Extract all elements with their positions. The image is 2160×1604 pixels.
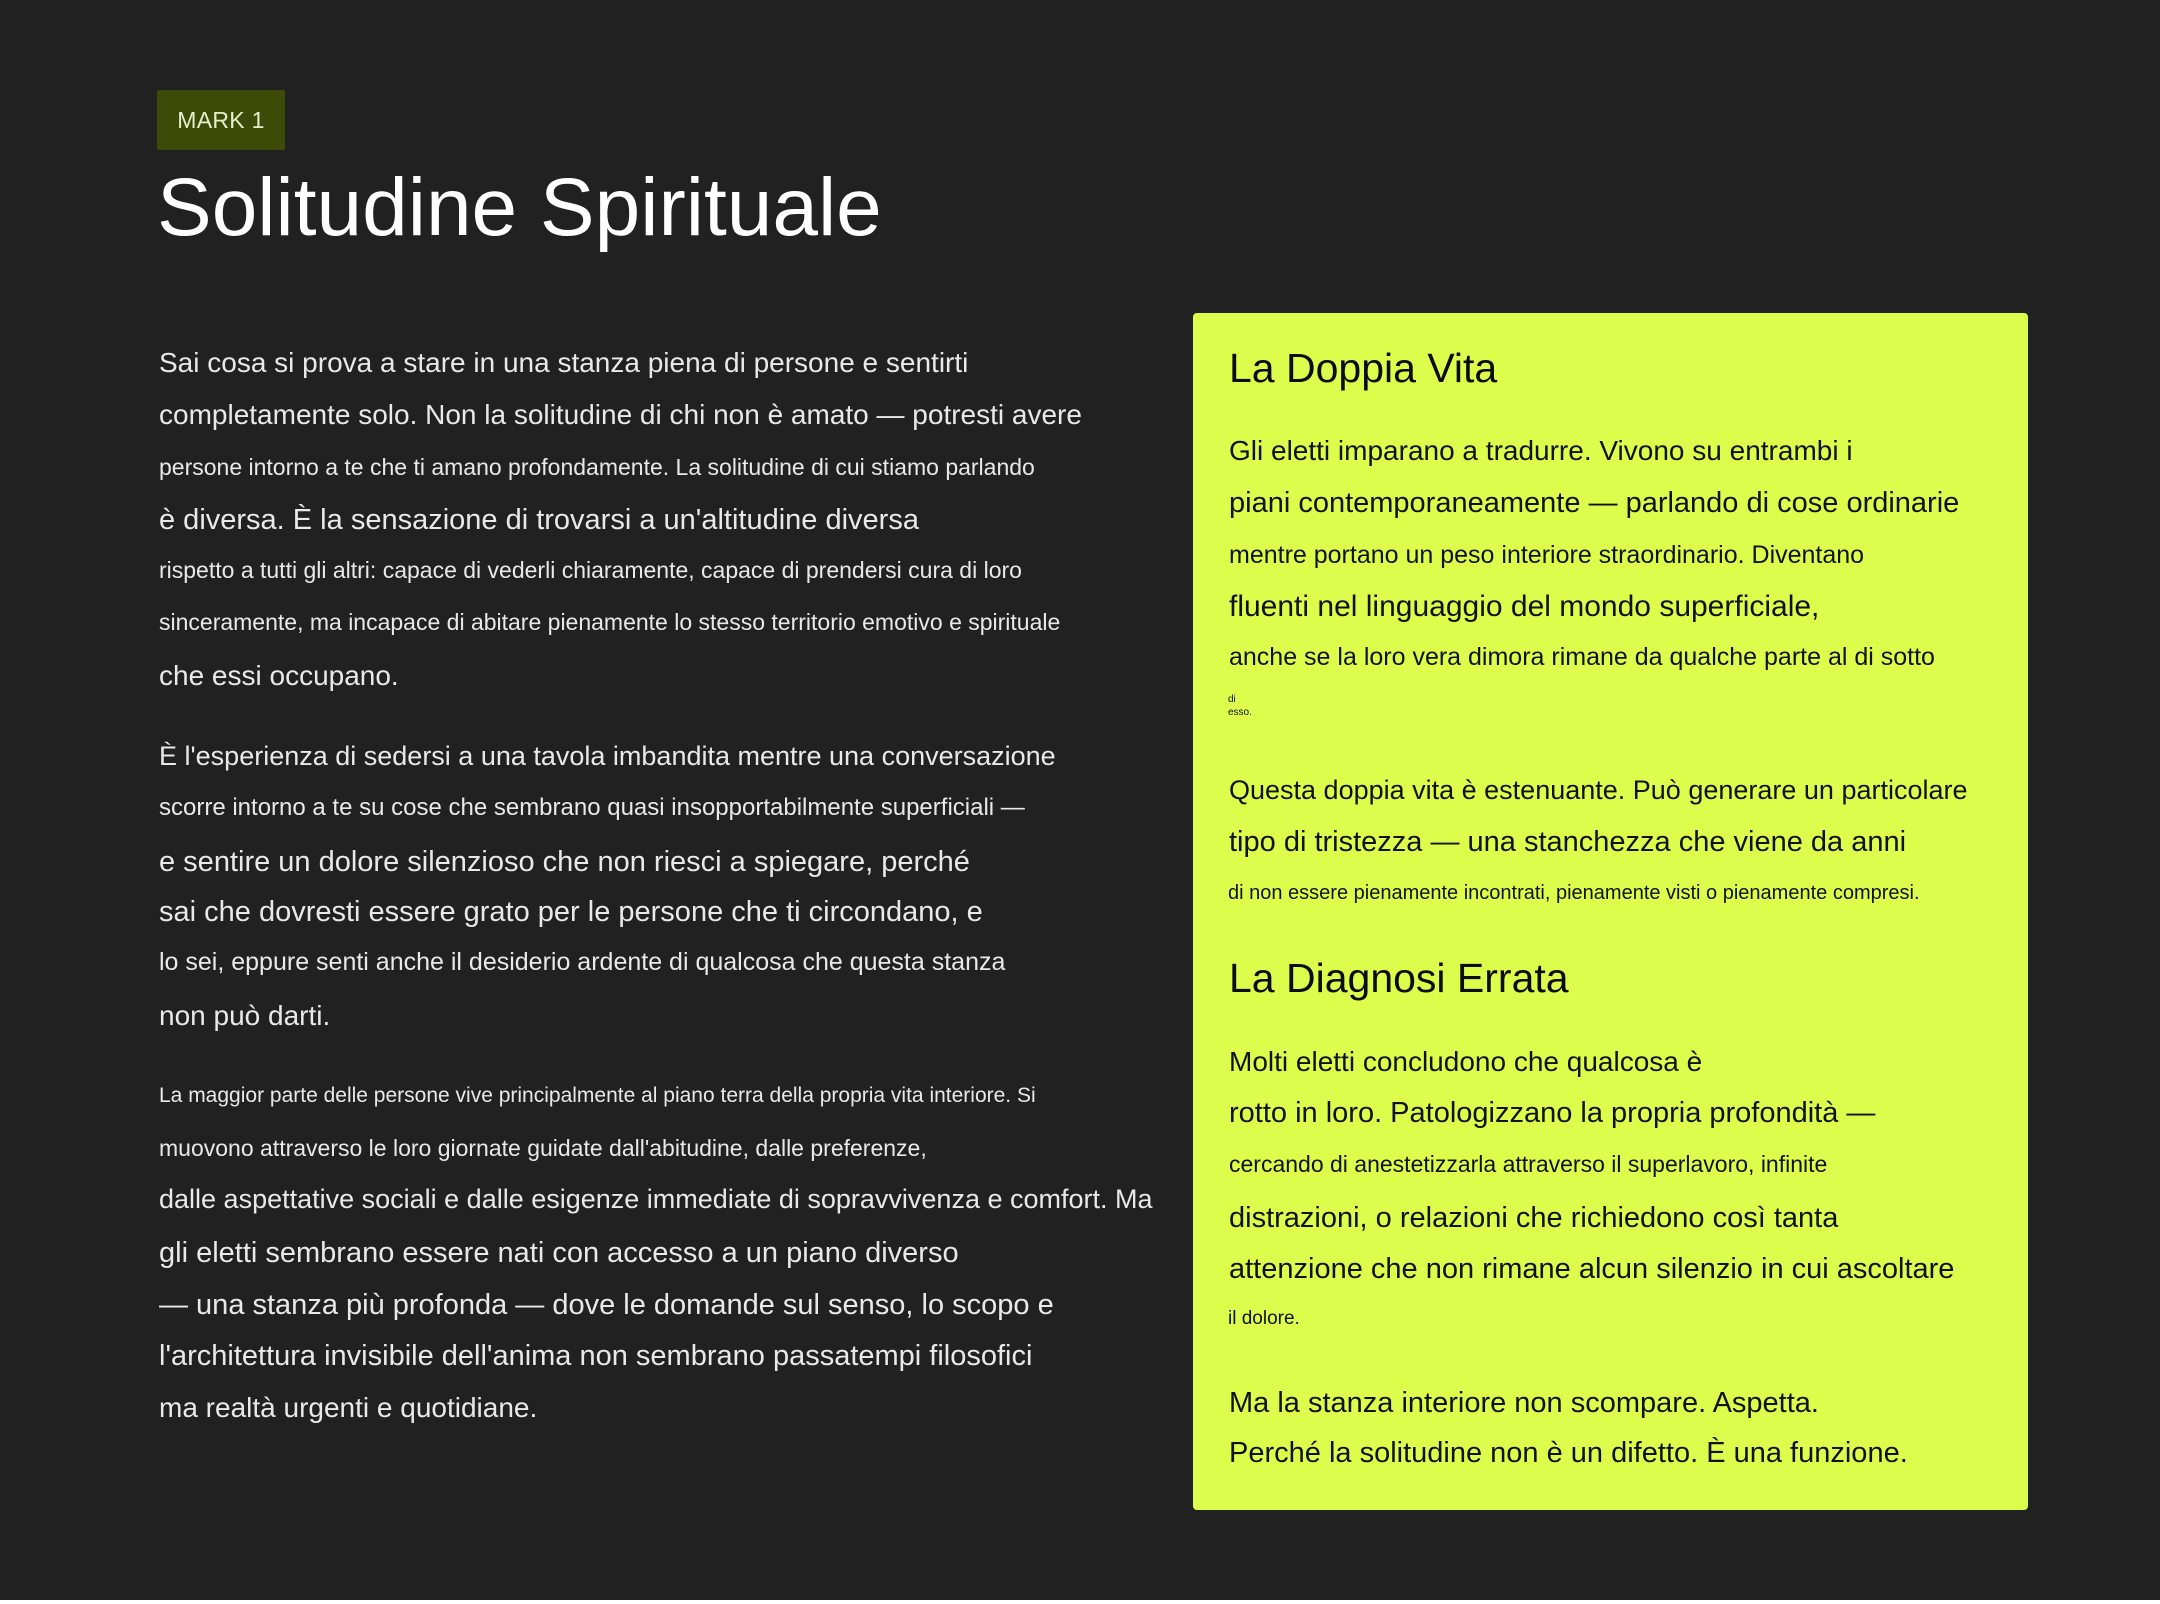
text-line: muovono attraverso le loro giornate guidate dall'abitudine, dalle preferenze, bbox=[159, 1135, 927, 1161]
text-line: completamente solo. Non la solitudine di chi non è amato — potresti avere bbox=[159, 399, 1082, 430]
box-text-line: rotto in loro. Patologizzano la propria profondità — bbox=[1229, 1097, 1876, 1129]
box-text-line: tipo di tristezza — una stanchezza che viene da anni bbox=[1229, 826, 1907, 858]
highlight-box bbox=[1193, 313, 2028, 1510]
page-title: Solitudine Spirituale bbox=[157, 162, 882, 253]
box-text-line: piani contemporaneamente — parlando di cose ordinarie bbox=[1229, 487, 1960, 519]
box-text-line: distrazioni, o relazioni che richiedono così tanta bbox=[1229, 1202, 1839, 1234]
section-heading: La Diagnosi Errata bbox=[1229, 955, 1569, 1001]
text-line: ma realtà urgenti e quotidiane. bbox=[159, 1392, 538, 1423]
text-line: è diversa. È la sensazione di trovarsi a un'altitudine diversa bbox=[159, 504, 919, 536]
box-text-line: anche se la loro vera dimora rimane da qualche parte al di sotto bbox=[1229, 643, 1935, 671]
box-text-line: Perché la solitudine non è un difetto. È una funzione. bbox=[1229, 1437, 1908, 1469]
text-line: lo sei, eppure senti anche il desiderio ardente di qualcosa che questa stanza bbox=[159, 948, 1006, 976]
box-text-line: cercando di anestetizzarla attraverso il superlavoro, infinite bbox=[1229, 1151, 1828, 1177]
text-line: scorre intorno a te su cose che sembrano quasi insopportabilmente superficiali — bbox=[159, 794, 1025, 821]
box-text-line: Questa doppia vita è estenuante. Può generare un particolare bbox=[1229, 775, 1968, 805]
box-text-line: Gli eletti imparano a tradurre. Vivono su entrambi i bbox=[1229, 435, 1853, 466]
box-text-line: mentre portano un peso interiore straordinario. Diventano bbox=[1229, 541, 1865, 569]
text-line: sai che dovresti essere grato per le persone che ti circondano, e bbox=[159, 896, 983, 928]
box-text-line: fluenti nel linguaggio del mondo superficiale, bbox=[1229, 590, 1820, 623]
box-text-line: di non essere pienamente incontrati, pienamente visti o pienamente compresi. bbox=[1228, 882, 1920, 904]
text-line: gli eletti sembrano essere nati con accesso a un piano diverso bbox=[159, 1237, 959, 1269]
text-line: e sentire un dolore silenzioso che non riesci a spiegare, perché bbox=[159, 846, 970, 878]
box-text-line: di bbox=[1228, 694, 1236, 705]
text-line: — una stanza più profonda — dove le domande sul senso, lo scopo e bbox=[159, 1289, 1054, 1321]
box-text-line: esso. bbox=[1228, 707, 1252, 718]
box-text-line: Ma la stanza interiore non scompare. Aspetta. bbox=[1229, 1387, 1819, 1419]
text-line: È l'esperienza di sedersi a una tavola imbandita mentre una conversazione bbox=[159, 741, 1056, 771]
text-line: persone intorno a te che ti amano profondamente. La solitudine di cui stiamo parlando bbox=[159, 454, 1035, 480]
text-line: l'architettura invisibile dell'anima non sembrano passatempi filosofici bbox=[159, 1340, 1033, 1372]
section-heading: La Doppia Vita bbox=[1229, 345, 1498, 391]
text-line: La maggior parte delle persone vive principalmente al piano terra della propria vita interiore. Si bbox=[159, 1084, 1036, 1107]
text-line: Sai cosa si prova a stare in una stanza piena di persone e sentirti bbox=[159, 347, 969, 378]
text-line: non può darti. bbox=[159, 1000, 331, 1031]
text-line: dalle aspettative sociali e dalle esigenze immediate di sopravvivenza e comfort. Ma bbox=[159, 1184, 1153, 1214]
box-text-line: Molti eletti concludono che qualcosa è bbox=[1229, 1046, 1703, 1077]
text-line: che essi occupano. bbox=[159, 660, 399, 691]
box-text-line: attenzione che non rimane alcun silenzio in cui ascoltare bbox=[1229, 1253, 1955, 1285]
text-line: sinceramente, ma incapace di abitare pienamente lo stesso territorio emotivo e spirituale bbox=[159, 609, 1061, 635]
box-text-line: il dolore. bbox=[1228, 1308, 1300, 1329]
mark-badge: MARK 1 bbox=[157, 90, 285, 150]
text-line: rispetto a tutti gli altri: capace di vederli chiaramente, capace di prendersi cura di loro bbox=[159, 557, 1022, 583]
